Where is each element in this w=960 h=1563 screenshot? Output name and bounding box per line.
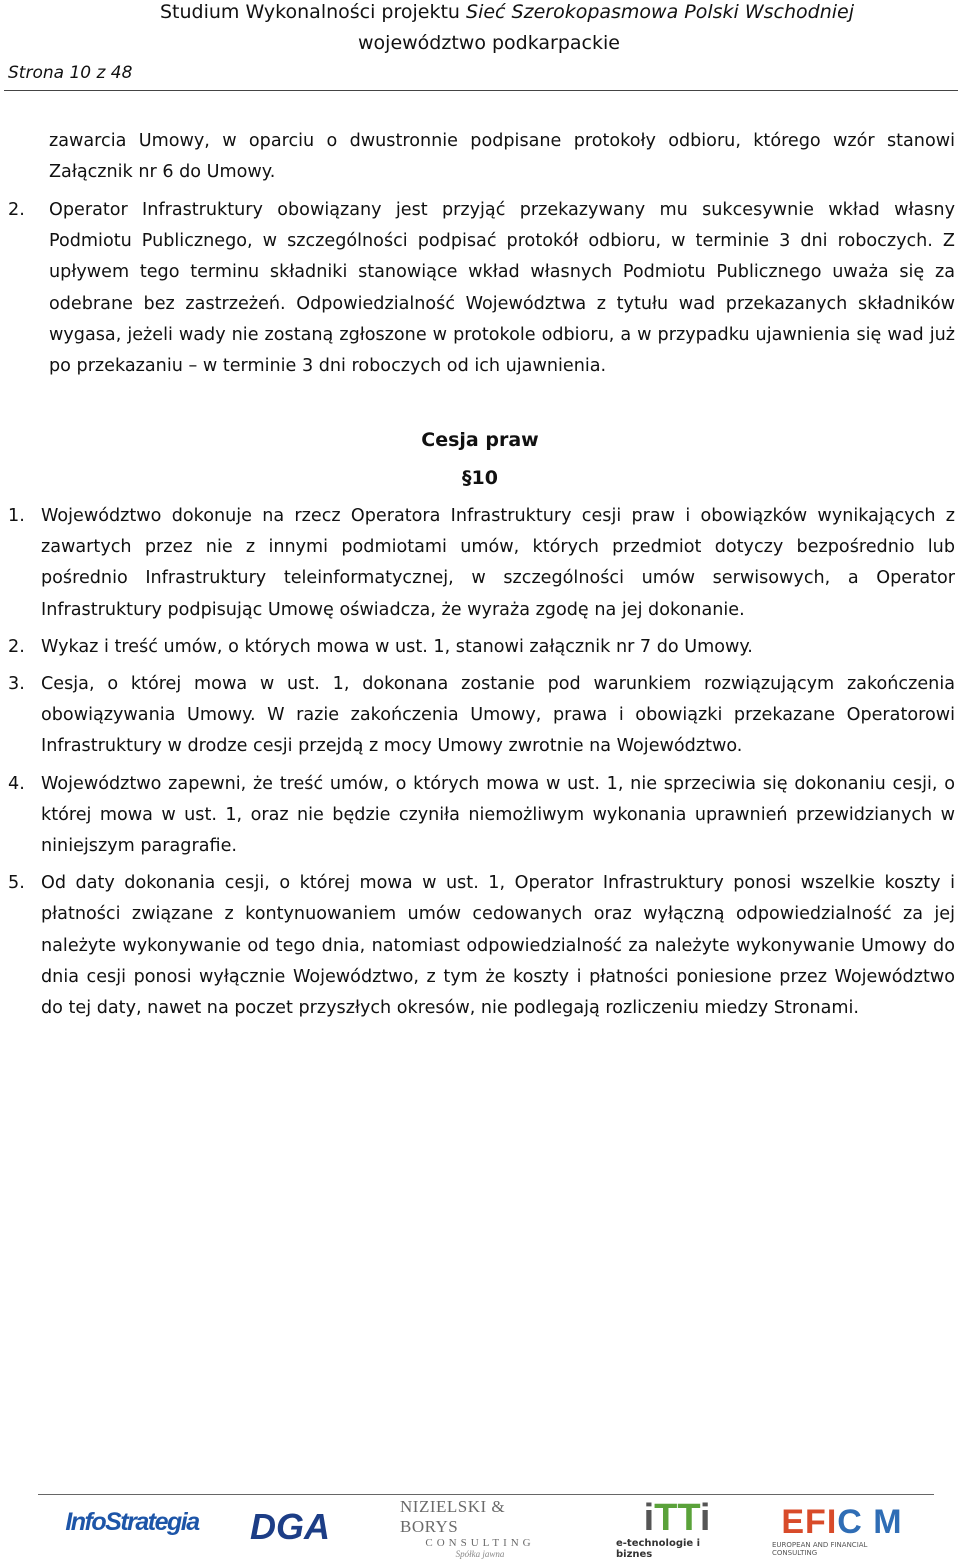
dga-logo: DGA: [250, 1506, 330, 1547]
list-item: [8, 632, 955, 663]
item-text: Wykaz i treść umów, o których mowa w ust. 1, stanowi załącznik nr 7 do Umowy.: [41, 636, 753, 657]
list-item: [8, 769, 955, 863]
list-item: [8, 195, 955, 382]
item-text: Od daty dokonania cesji, o której mowa w ust. 1, Operator Infrastruktury ponosi wszelkie koszty i płatności związane z kontynuowaniem umów cedowanych oraz wyłączną odpowiedzialność za jej należyte wykonywanie od tego dnia, natomiast odpowiedzialność za należyte wykonywanie Umowy do dnia cesji ponosi wyłącznie Województwo, z tym że koszty i płatności poniesione przez Województwo do tej daty, nawet na poczet przyszłych okresów, nie podlegają rozliczeniu miedzy Stronami.: [41, 873, 955, 1019]
section-title: Cesja praw: [421, 429, 539, 451]
item-text: Cesja, o której mowa w ust. 1, dokonana zostanie pod warunkiem rozwiązującym zakończenia obowiązywania Umowy. W razie zakończenia Umowy, prawa i obowiązki przekazane Operatorowi Infrastruktury w drodze cesji przejdą z mocy Umowy zwrotnie na Województwo.: [41, 674, 955, 757]
item-number: 2.: [8, 636, 25, 657]
item-text: Operator Infrastruktury obowiązany jest przyjąć przekazywany mu sukcesywnie wkład własny Podmiotu Publicznego, w szczególności podpisać protokół odbioru, w terminie 3 dni roboczych. Z upływem tego terminu składniki stanowiące wkład własnych Podmiotu Publicznego uważa się za odebrane bez zastrzeżeń. Odpowiedzialność Województwa z tytułu wad przekazanych składników wygasa, jeżeli wady nie zostaną zgłoszone w protokole odbioru, a w przypadku ujawnienia się wad już po przekazaniu – w terminie 3 dni roboczych od ich ujawnienia.: [49, 200, 955, 377]
item-number: 5.: [8, 873, 25, 894]
page-number: Strona 10 z 48: [8, 63, 133, 83]
continuation-paragraph: zawarcia Umowy, w oparciu o dwustronnie podpisane protokoły odbioru, którego wzór stanowi Załącznik nr 6 do Umowy.: [49, 131, 955, 183]
eficom-logo: EFIC M EUROPEAN AND FINANCIAL CONSULTING: [772, 1503, 903, 1557]
header-divider: [4, 90, 958, 91]
section-number: §10: [462, 467, 498, 489]
list-item: [8, 868, 955, 1024]
item-text: Województwo dokonuje na rzecz Operatora Infrastruktury cesji praw i obowiązków wynikających z zawartych przez nie z innymi podmiotami umów, których przedmiot dotyczy bezpośrednio lub pośrednio Infrastruktury teleinformatycznej, w szczególności umów serwisowych, a Operator Infrastruktury podpisując Umowę oświadcza, że wyraża zgodę na jej dokonanie.: [41, 506, 955, 620]
itti-logo: iTTi e-technologie i biznes: [616, 1497, 711, 1560]
item-number: 1.: [8, 506, 25, 526]
item-text: Województwo zapewni, że treść umów, o których mowa w ust. 1, nie sprzeciwia się dokonaniu cesji, o której mowa w ust. 1, oraz nie będzie czyniła niemożliwym wykonania uprawnień przewidzianych w niniejszym paragrafie.: [41, 773, 955, 857]
footer-logos: [0, 1497, 960, 1560]
nizielski-borys-logo: NIZIELSKI & BORYS CONSULTING Spółka jawna: [400, 1497, 535, 1559]
header-subtitle: województwo podkarpackie: [358, 32, 620, 54]
list-item: [8, 669, 955, 763]
header-title-prefix: Studium Wykonalności projektu: [160, 1, 467, 23]
item-number: 2.: [8, 200, 25, 220]
numbered-list: [8, 501, 955, 1030]
header-title: [160, 0, 854, 24]
footer-divider: [38, 1494, 934, 1495]
item-number: 4.: [8, 773, 25, 794]
header-title-italic: Sieć Szerokopasmowa Polski Wschodniej: [466, 1, 855, 23]
infostrategia-logo: InfoStrategia: [65, 1507, 199, 1536]
item-number: 3.: [8, 674, 25, 695]
list-item: [8, 501, 955, 626]
